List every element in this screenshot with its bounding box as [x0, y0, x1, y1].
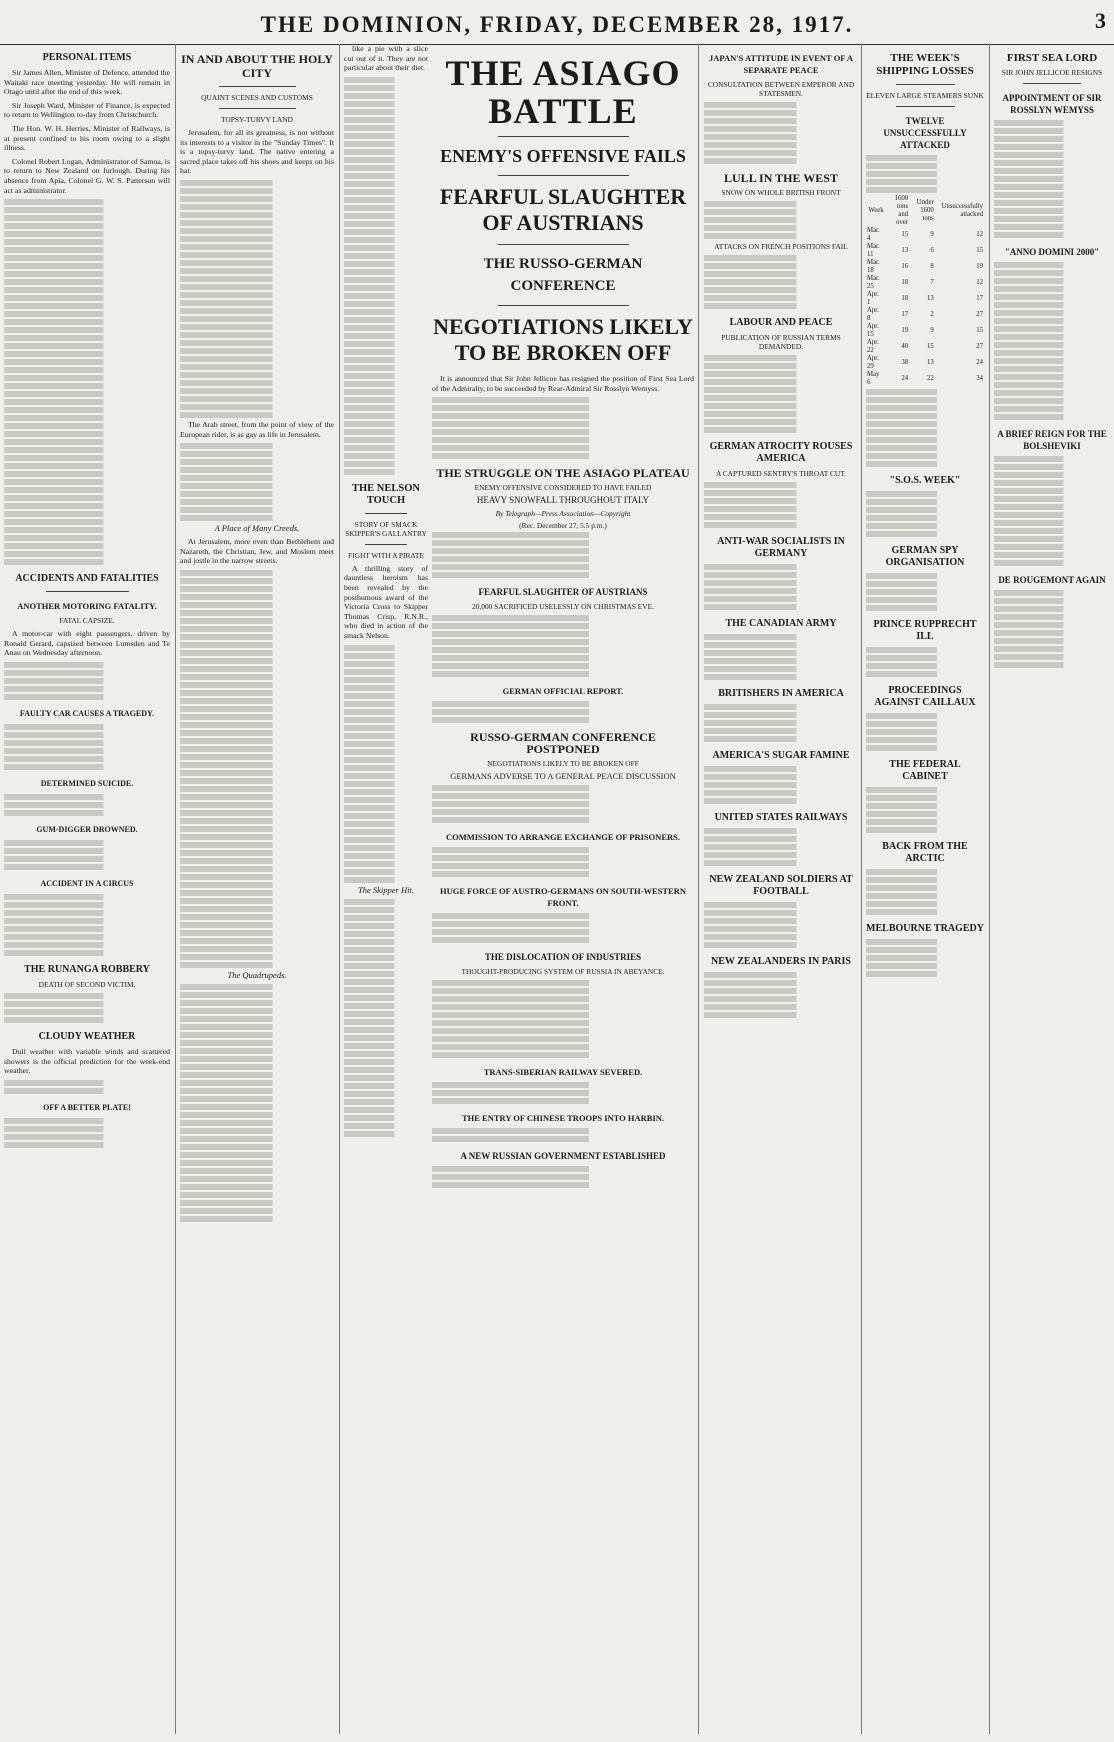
headline-faulty-car: FAULTY CAR CAUSES A TRAGEDY. [19, 708, 155, 718]
article-paragraph: A thrilling story of dauntless heroism has been revealed by the posthumous award of the Victoria Cross to Skipper Thomas Crisp, R.N.R., who died in action of the smack Nelson. [344, 563, 428, 640]
table-cell: 13 [926, 359, 934, 366]
headline-dislocation: THE DISLOCATION OF INDUSTRIES [484, 952, 642, 963]
headline-canadian-army: THE CANADIAN ARMY [725, 618, 837, 629]
column-6 [866, 44, 984, 1734]
headline-anno-domini: "ANNO DOMINI 2000" [1004, 247, 1100, 257]
table-row [866, 355, 984, 371]
table-row [866, 259, 984, 275]
headline-suicide: DETERMINED SUICIDE. [40, 778, 134, 788]
headline-de-rougemont: DE ROUGEMONT AGAIN [998, 575, 1106, 585]
table-row [866, 243, 984, 259]
headline-prince-rupprecht: PRINCE RUPPRECHT ILL [873, 619, 977, 642]
headline-conference-postponed: RUSSO-GERMAN CONFERENCE POSTPONED [470, 730, 656, 757]
masthead [0, 0, 1114, 45]
headline-circus: ACCIDENT IN A CIRCUS [40, 878, 134, 888]
headline-german-report: GERMAN OFFICIAL REPORT. [502, 686, 624, 697]
column-2 [180, 44, 334, 1734]
table-cell: 15 [976, 327, 983, 334]
headline-asiago-plateau: THE STRUGGLE ON THE ASIAGO PLATEAU [436, 466, 690, 481]
headline-german-atrocity: GERMAN ATROCITY ROUSES AMERICA [709, 441, 853, 464]
headline-first-sea-lord: FIRST SEA LORD [1006, 52, 1098, 64]
table-cell: 17 [976, 295, 983, 302]
masthead-title: THE DOMINION, FRIDAY, DECEMBER 28, 1917. [260, 12, 854, 37]
headline-harbin: THE ENTRY OF CHINESE TROOPS INTO HARBIN. [461, 1113, 665, 1124]
subheadline: TWELVE UNSUCCESSFULLY ATTACKED [883, 116, 967, 150]
headline-runanga-robbery: THE RUNANGA ROBBERY [24, 963, 150, 975]
table-cell: Apr. 22 [867, 339, 879, 354]
column-rule [339, 44, 340, 1734]
table-cell: 19 [901, 327, 909, 334]
table-cell: Mar. 25 [867, 275, 880, 290]
article-paragraph: At Jerusalem, more even than Bethlehem and Nazareth, the Christian, Jew, and Moslem meet and jostle in the narrow streets. [180, 537, 334, 566]
headline-lull-west: LULL IN THE WEST [724, 171, 838, 185]
column-3 [344, 44, 428, 1734]
table-cell: 9 [930, 327, 934, 334]
table-cell: 38 [901, 359, 909, 366]
table-header-cell: 1600 tons and over [894, 195, 909, 226]
section-heading: A Place of Many Creeds. [214, 523, 300, 534]
table-cell: 17 [901, 311, 909, 318]
table-cell: 6 [930, 247, 934, 254]
headline-trans-siberian: TRANS-SIBERIAN RAILWAY SEVERED. [483, 1067, 643, 1078]
article-paragraph: Sir Joseph Ward, Minister of Finance, is expected to return to Wellington to-day from Christchurch. [4, 100, 170, 120]
table-cell: 13 [901, 247, 909, 254]
table-cell: 24 [901, 375, 909, 382]
table-row [866, 227, 984, 243]
table-row [866, 371, 984, 387]
headline-accidents: ACCIDENTS AND FATALITIES [15, 573, 159, 585]
table-header-cell: Week [868, 207, 884, 214]
headline-bolsheviki: A BRIEF REIGN FOR THE BOLSHEVIKI [997, 429, 1107, 451]
page-number: 3 [1095, 8, 1106, 33]
article-paragraph: Dull weather with variable winds and scattered showers is the official prediction for the week-end weather. [4, 1046, 170, 1076]
table-row [866, 291, 984, 307]
table-cell: 12 [976, 231, 983, 238]
article-paragraph: Jerusalem, for all its greatness, is not without its interests to a visitor in the "Sunday Times". It is a topsy-turvy land. The native entering a sacred place takes off his shoes and keeps on his hat. [180, 128, 334, 176]
headline-nz-paris: NEW ZEALANDERS IN PARIS [711, 956, 851, 967]
table-cell: 19 [976, 263, 983, 270]
article-paragraph: Colonel Robert Logan, Administrator of Samoa, is to return to New Zealand on furlough. During his absence from Apia, Colonel G. W. S. Patterson will act as administrator. [4, 156, 170, 195]
subheadline: ELEVEN LARGE STEAMERS SUNK [866, 91, 984, 100]
headline-slaughter-austrians: FEARFUL SLAUGHTER OF AUSTRIANS [478, 587, 648, 598]
headline-wemyss: APPOINTMENT OF SIR ROSSLYN WEMYSS [1002, 93, 1102, 115]
table-row [866, 323, 984, 339]
subheadline: ENEMY OFFENSIVE CONSIDERED TO HAVE FAILED [474, 483, 652, 493]
headline-melbourne-tragedy: MELBOURNE TRAGEDY [866, 923, 984, 934]
table-cell: 15 [901, 231, 909, 238]
table-row [866, 339, 984, 355]
subheadline: DEATH OF SECOND VICTIM. [38, 979, 136, 989]
table-cell: Apr. 1 [867, 291, 879, 306]
table-cell: 22 [926, 375, 934, 382]
table-cell: 13 [926, 295, 934, 302]
table-cell: 2 [930, 311, 934, 318]
article-paragraph: The Hon. W. H. Herries, Minister of Railways, is at present confined to his room owing to a slight illness. [4, 123, 170, 153]
headline-federal-cabinet: THE FEDERAL CABINET [889, 759, 961, 782]
subheadline: THOUGHT-PRODUCING SYSTEM OF RUSSIA IN ABEYANCE. [461, 967, 665, 977]
subheadline: FIGHT WITH A PIRATE [348, 550, 424, 560]
subheadline: NEGOTIATIONS LIKELY TO BE BROKEN OFF [487, 759, 639, 769]
headline-holy-city: IN AND ABOUT THE HOLY CITY [181, 52, 333, 80]
shipping-table [866, 195, 984, 387]
subheadline: GERMANS ADVERSE TO A GENERAL PEACE DISCUSSION [450, 771, 676, 782]
headline-britishers-america: BRITISHERS IN AMERICA [718, 688, 844, 699]
table-cell: Apr. 29 [867, 355, 879, 370]
subheadline-conference: THE RUSSO-GERMAN CONFERENCE [483, 256, 643, 294]
headline-motoring-fatality: ANOTHER MOTORING FATALITY. [17, 601, 157, 612]
headline-huge-force: HUGE FORCE OF AUSTRO-GERMANS ON SOUTH-WESTERN FRONT. [440, 886, 686, 909]
headline-nz-football: NEW ZEALAND SOLDIERS AT FOOTBALL [709, 874, 853, 897]
table-cell: 18 [901, 279, 909, 286]
section-heading: The Skipper Hit. [358, 884, 414, 895]
article-paragraph: The Arab street, from the point of view of the European rider, is as gay as life in Jerusalem. [180, 419, 334, 439]
headline-spy-organisation: GERMAN SPY ORGANISATION [885, 545, 965, 568]
headline-asiago-battle: THE ASIAGO BATTLE [445, 53, 681, 131]
table-cell: 16 [901, 263, 909, 270]
table-cell: Mar. 11 [867, 243, 880, 258]
subheadline: 20,000 SACRIFICED USELESSLY ON CHRISTMAS EVE. [472, 602, 654, 612]
headline-shipping-losses: THE WEEK'S SHIPPING LOSSES [876, 52, 974, 77]
dateline-byline: By Telegraph—Press Association—Copyright [495, 509, 631, 519]
article-paragraph: like a pie with a slice cut out of it. They are not particular about their diet. [344, 44, 428, 73]
article-paragraph: It is announced that Sir John Jellicoe has resigned the position of First Sea Lord of the Admiralty, to be succeeded by Rear-Admiral Sir Rosslyn Wemyss. [432, 374, 694, 393]
table-cell: 9 [930, 231, 934, 238]
article-paragraph: Sir James Allen, Minister of Defence, attended the Waitaki race meeting yesterday. He will remain in Otago until after the end of this week. [4, 68, 170, 97]
section-heading: The Quadrupeds. [227, 969, 287, 980]
table-cell: 18 [901, 295, 909, 302]
table-cell: 24 [976, 359, 983, 366]
table-cell: 8 [930, 263, 934, 270]
subheadline: HEAVY SNOWFALL THROUGHOUT ITALY [476, 495, 650, 506]
table-cell: Apr. 8 [867, 307, 879, 322]
subheadline: SIR JOHN JELLICOE RESIGNS [1001, 68, 1103, 77]
table-cell: 12 [976, 279, 983, 286]
table-cell: 27 [976, 311, 983, 318]
headline-prisoners: COMMISSION TO ARRANGE EXCHANGE OF PRISONERS. [445, 832, 681, 843]
subheadline: ATTACKS ON FRENCH POSITIONS FAIL [714, 242, 848, 251]
headline-sos-week: "S.O.S. WEEK" [889, 475, 961, 486]
headline-caillaux: PROCEEDINGS AGAINST CAILLAUX [874, 685, 976, 708]
table-header-cell: Under 1600 tons [916, 199, 934, 222]
subheadline: CONSULTATION BETWEEN EMPEROR AND STATESMEN. [707, 80, 855, 98]
table-cell: Mar. 18 [867, 259, 880, 274]
table-cell: May 6 [867, 371, 880, 386]
headline-negotiations: NEGOTIATIONS LIKELY TO BE BROKEN OFF [433, 314, 693, 365]
table-cell: 15 [926, 343, 934, 350]
subheadline: QUAINT SCENES AND CUSTOMS [201, 93, 313, 102]
table-cell: 27 [976, 343, 983, 350]
table-cell: Apr. 15 [867, 323, 879, 338]
headline-us-railways: UNITED STATES RAILWAYS [714, 812, 848, 823]
table-cell: 7 [930, 279, 934, 286]
column-1 [4, 44, 170, 1734]
column-rule [698, 44, 699, 1734]
headline-labour-peace: LABOUR AND PEACE [729, 317, 833, 328]
table-cell: 40 [901, 343, 909, 350]
table-cell: 34 [976, 375, 983, 382]
dateline: (Rec. December 27, 5.5 p.m.) [519, 520, 607, 530]
column-5 [704, 44, 858, 1734]
headline-cloudy-weather: CLOUDY WEATHER [38, 1030, 136, 1042]
headline-gum-digger: GUM-DIGGER DROWNED. [36, 824, 138, 834]
subheadline: A CAPTURED SENTRY'S THROAT CUT. [715, 469, 847, 478]
headline-new-russian-government: A NEW RUSSIAN GOVERNMENT ESTABLISHED [460, 1151, 666, 1162]
subheadline: PUBLICATION OF RUSSIAN TERMS DEMANDED. [721, 333, 841, 351]
table-cell: 15 [976, 247, 983, 254]
headline-personal-items: PERSONAL ITEMS [42, 52, 132, 63]
headline-fearful-slaughter: FEARFUL SLAUGHTER OF AUSTRIANS [439, 184, 687, 235]
headline-arctic: BACK FROM THE ARCTIC [882, 841, 968, 864]
subheadline: SNOW ON WHOLE BRITISH FRONT [721, 188, 841, 197]
table-row [866, 275, 984, 291]
headline-japan: JAPAN'S ATTITUDE IN EVENT OF A SEPARATE PEACE [709, 53, 853, 75]
column-rule [989, 44, 990, 1734]
column-rule [175, 44, 176, 1734]
column-7 [994, 44, 1110, 1734]
subheadline: TOPSY-TURVY LAND [221, 115, 293, 124]
headline-anti-war-socialists: ANTI-WAR SOCIALISTS IN GERMANY [717, 536, 845, 559]
column-rule [861, 44, 862, 1734]
subheadline-enemy-offensive: ENEMY'S OFFENSIVE FAILS [440, 146, 686, 166]
article-paragraph: A motor-car with eight passengers, driven by Ronald Gerard, capsized between Lumsden and Te Anau on Wednesday afternoon. [4, 629, 170, 658]
headline-better-plate: OFF A BETTER PLATE! [43, 1102, 131, 1112]
table-row [866, 307, 984, 323]
table-cell: Mar. 4 [867, 227, 880, 242]
subheadline: STORY OF SMACK SKIPPER'S GALLANTRY [345, 519, 427, 538]
subheadline: FATAL CAPSIZE. [59, 616, 115, 626]
headline-nelson-touch: THE NELSON TOUCH [352, 482, 420, 506]
table-header-cell: Unsuccessfully attacked [941, 203, 983, 218]
headline-sugar-famine: AMERICA'S SUGAR FAMINE [712, 750, 850, 761]
column-4-main-story [432, 44, 694, 1734]
